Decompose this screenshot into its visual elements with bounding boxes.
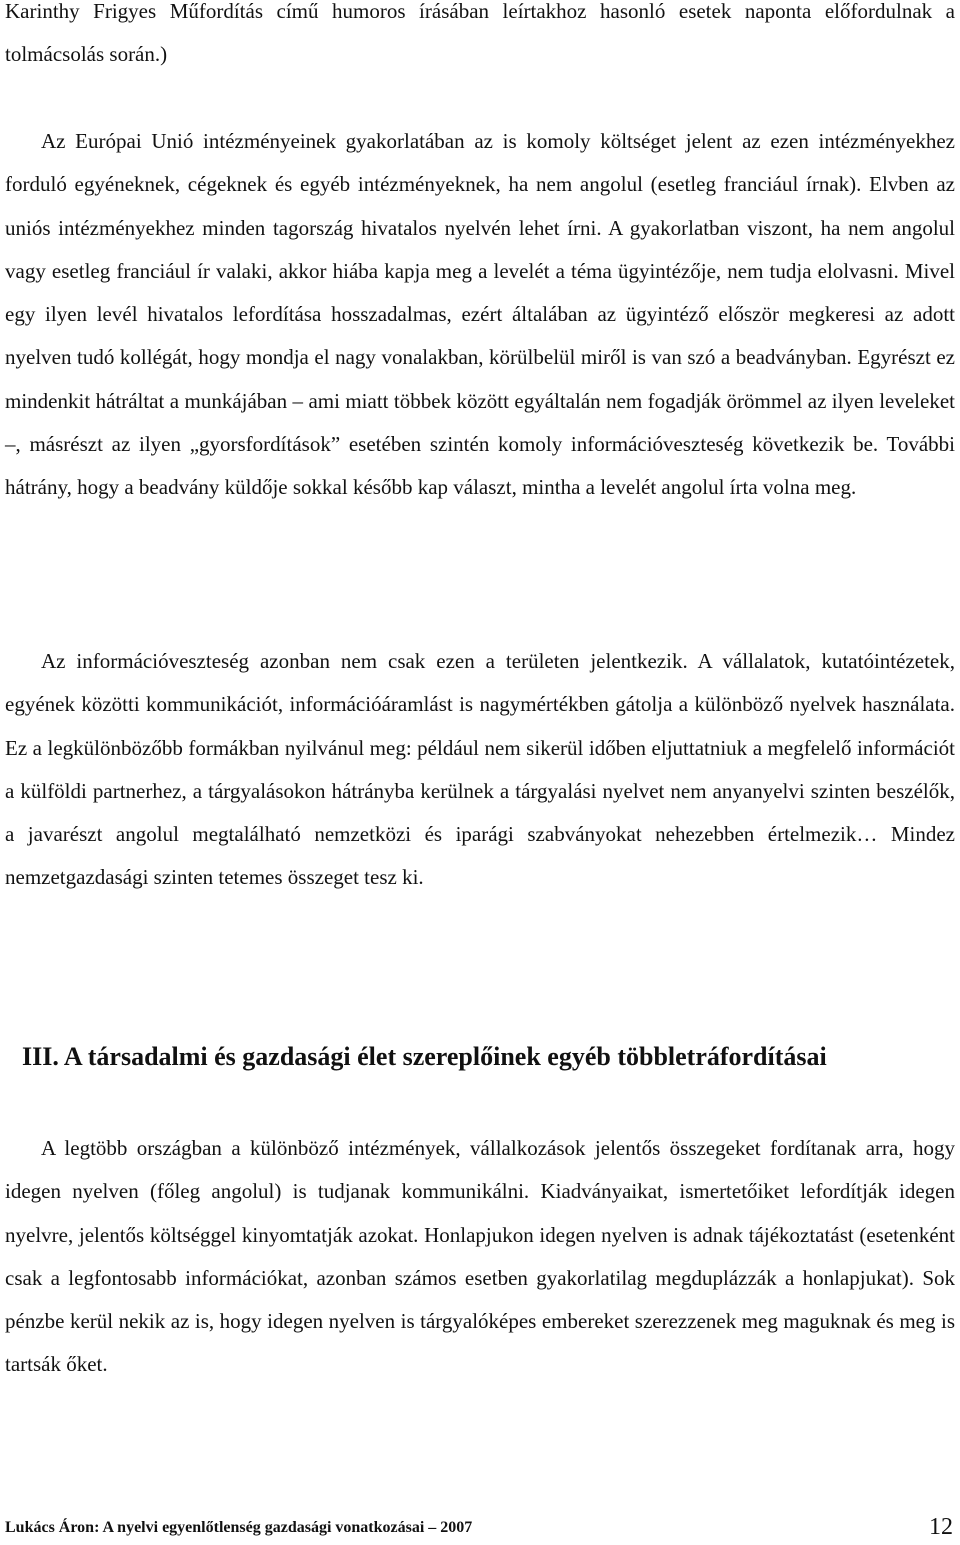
footer-running-title: Lukács Áron: A nyelvi egyenlőtlenség gazdasági vonatkozásai – 2007 (5, 1519, 473, 1536)
paragraph-continuation (5, 0, 955, 77)
paragraph-translation-costs (5, 1127, 955, 1387)
page-number: 12 (929, 1514, 953, 1540)
paragraph-text: Karinthy Frigyes Műfordítás című humoros írásában leírtakhoz hasonló esetek naponta előfordulnak a tolmácsolás során.) (5, 0, 955, 67)
paragraph-eu-institutions (5, 120, 955, 510)
paragraph-text: Az Európai Unió intézményeinek gyakorlatában az is komoly költséget jelent az ezen intézményekhez forduló egyéneknek, cégeknek és egyéb intézményeknek, ha nem angolul (esetleg franciául írnak). Elvben az uniós intézményekhez minden tagország hivatalos nyelvén lehet írni. A gyakorlatban viszont, ha nem angolul vagy esetleg franciául ír valaki, akkor hiába kapja meg a levelét a téma ügyintézője, nem tudja elolvasni. Mivel egy ilyen levél hivatalos lefordítása hosszadalmas, ezért általában az ügyintéző először megkeresi az adott nyelven tudó kollégát, hogy mondja el nagy vonalakban, körülbelül miről is van szó a beadványban. Egyrészt ez mindenkit hátráltat a munkájában – ami miatt többek között egyáltalán nem fogadják örömmel az ilyen leveleket –, másrészt az ilyen „gyorsfordítások” esetében szintén komoly információveszteség következik be. További hátrány, hogy a beadvány küldője sokkal később kap választ, mintha a levelét angolul írta volna meg. (5, 129, 955, 500)
page-footer (5, 1514, 955, 1545)
section-heading: III. A társadalmi és gazdasági élet szereplőinek egyéb többletráfordításai (22, 1042, 827, 1071)
paragraph-text: Az információveszteség azonban nem csak ezen a területen jelentkezik. A vállalatok, kutatóintézetek, egyének közötti kommunikációt, információáramlást is nagymértékben gátolja a különböző nyelvek használata. Ez a legkülönbözőbb formákban nyilvánul meg: például nem sikerül időben eljuttatniuk a megfelelő információt a külföldi partnerhez, a tárgyalásokon hátrányba kerülnek a tárgyalási nyelvet nem anyanyelvi szinten beszélők, a javarészt angolul megtalálható nemzetközi és iparági szabványokat nehezebben értelmezik… Mindez nemzetgazdasági szinten tetemes összeget tesz ki. (5, 649, 955, 890)
paragraph-information-loss (5, 640, 955, 900)
paragraph-text: A legtöbb országban a különböző intézmények, vállalkozások jelentős összegeket fordítanak arra, hogy idegen nyelven (főleg angolul) is tudjanak kommunikálni. Kiadványaikat, ismertetőiket lefordítják idegen nyelvre, jelentős költséggel kinyomtatják azokat. Honlapjukon idegen nyelven is adnak tájékoztatást (esetenként csak a legfontosabb információkat, azonban számos esetben gyakorlatilag megduplázzák a honlapjukat). Sok pénzbe kerül nekik az is, hogy idegen nyelven is tárgyalóképes embereket szerezzenek meg maguknak és meg is tartsák őket. (5, 1136, 955, 1377)
